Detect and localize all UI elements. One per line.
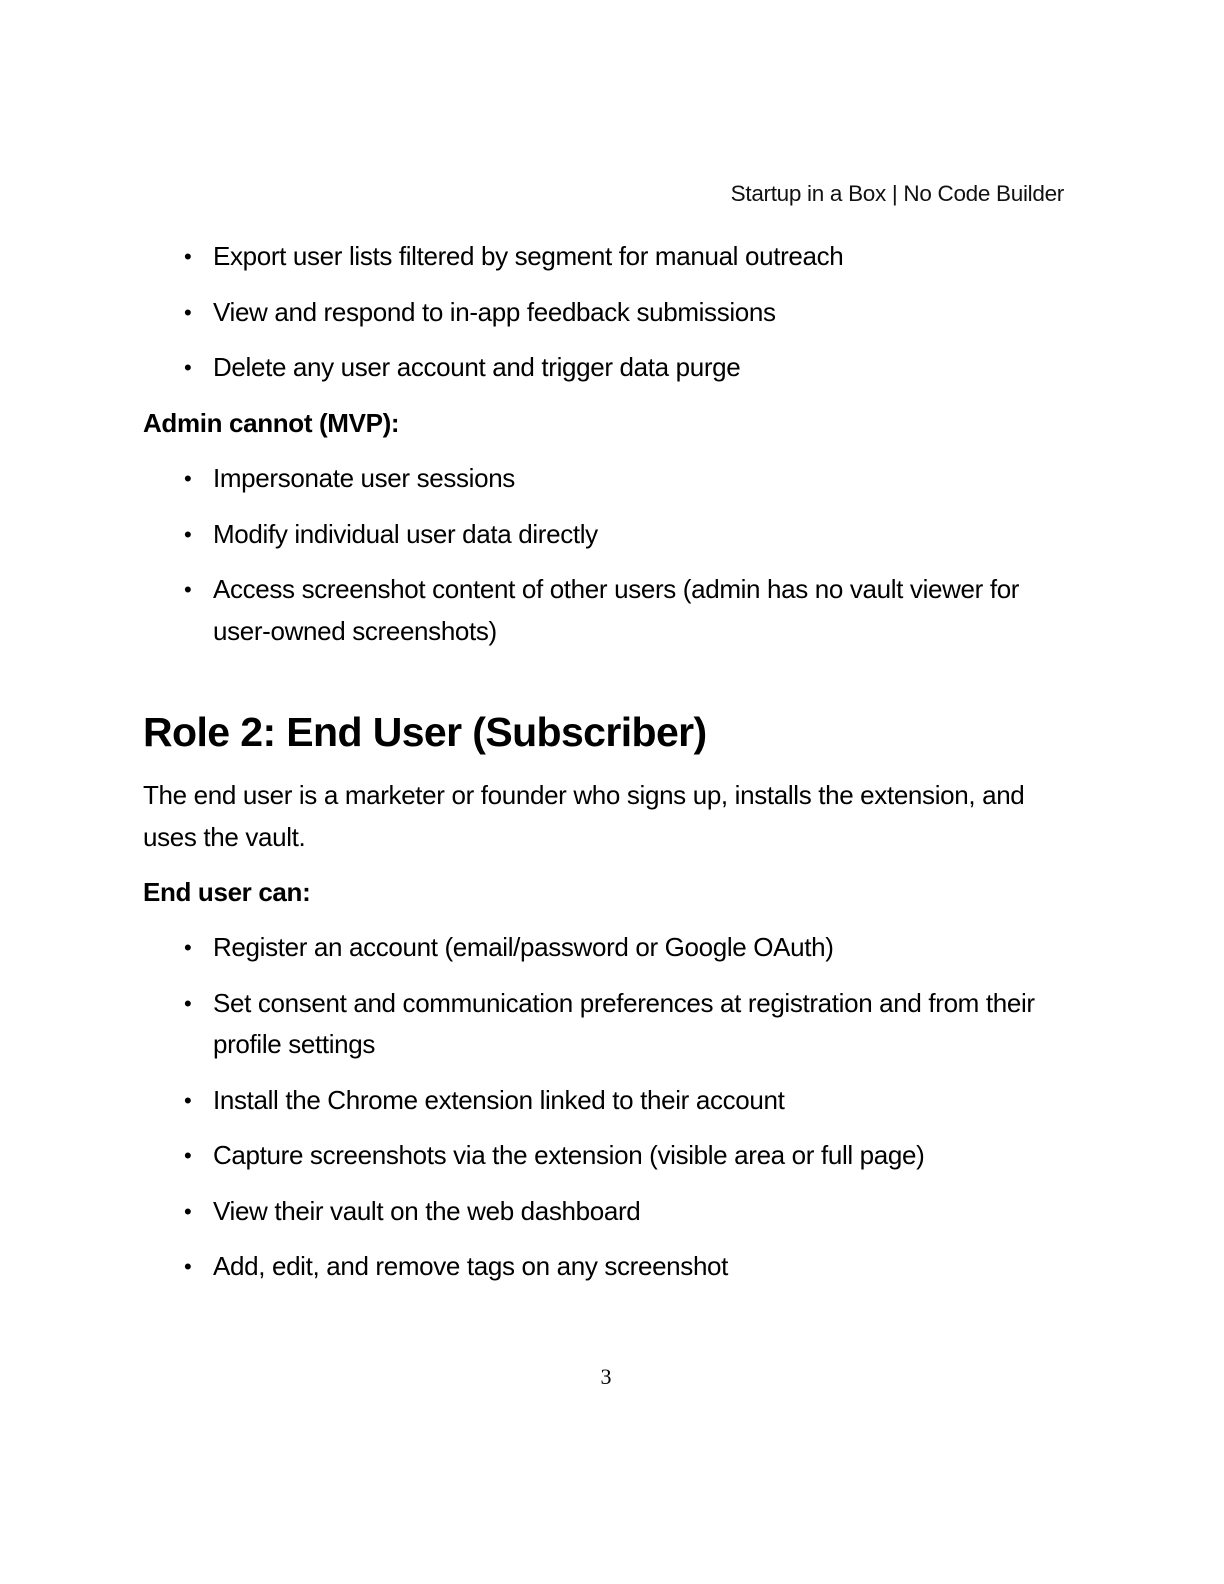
list-item-text: Install the Chrome extension linked to their account bbox=[213, 1084, 785, 1115]
list-item-text: Access screenshot content of other users (admin has no vault viewer for user-owned screenshots) bbox=[213, 574, 1020, 646]
list-item bbox=[143, 514, 1073, 556]
bullet-icon: • bbox=[184, 1198, 192, 1224]
list-item bbox=[143, 292, 1073, 334]
bullet-icon: • bbox=[184, 1254, 192, 1279]
list-item-text: Export user lists filtered by segment for manual outreach bbox=[213, 241, 844, 271]
section-heading: Role 2: End User (Subscriber) bbox=[143, 709, 707, 755]
bullet-icon: • bbox=[184, 244, 192, 269]
list-item bbox=[143, 983, 1073, 1066]
bullet-icon: • bbox=[184, 1143, 192, 1168]
list-item-text: Capture screenshots via the extension (visible area or full page) bbox=[213, 1140, 925, 1170]
bullet-icon: • bbox=[184, 466, 192, 491]
page-number: 3 bbox=[600, 1364, 612, 1389]
bullet-icon: • bbox=[184, 577, 192, 602]
list-item bbox=[143, 569, 1073, 652]
list-item-text: Register an account (email/password or Google OAuth) bbox=[213, 932, 834, 962]
list-item-text: Add, edit, and remove tags on any screenshot bbox=[213, 1251, 729, 1281]
list-item-text: View their vault on the web dashboard bbox=[213, 1195, 641, 1226]
list-item bbox=[143, 458, 1073, 500]
admin-can-list bbox=[143, 236, 1073, 389]
list-item-text: Modify individual user data directly bbox=[213, 518, 598, 549]
list-item bbox=[143, 1135, 1073, 1177]
list-item bbox=[143, 236, 1073, 278]
list-item bbox=[143, 1191, 1073, 1233]
bullet-icon: • bbox=[184, 521, 192, 547]
list-item-text: Impersonate user sessions bbox=[213, 463, 515, 493]
running-header: Startup in a Box | No Code Builder bbox=[730, 181, 1064, 206]
list-item bbox=[143, 347, 1073, 389]
end-user-can-label: End user can: bbox=[143, 877, 311, 907]
list-item bbox=[143, 927, 1073, 969]
end-user-can-list bbox=[143, 927, 1073, 1288]
admin-cannot-label: Admin cannot (MVP): bbox=[143, 408, 400, 438]
list-item bbox=[143, 1080, 1073, 1122]
role-description: The end user is a marketer or founder who signs up, installs the extension, and uses the vault. bbox=[143, 780, 1025, 852]
bullet-icon: • bbox=[184, 1087, 192, 1113]
list-item-text: Delete any user account and trigger data purge bbox=[213, 352, 741, 382]
bullet-icon: • bbox=[184, 935, 192, 960]
admin-cannot-list bbox=[143, 458, 1073, 652]
bullet-icon: • bbox=[184, 355, 192, 380]
list-item-text: View and respond to in-app feedback submissions bbox=[213, 296, 776, 327]
list-item bbox=[143, 1246, 1073, 1288]
bullet-icon: • bbox=[184, 299, 192, 325]
list-item-text: Set consent and communication preferences at registration and from their profile settings bbox=[213, 987, 1035, 1059]
bullet-icon: • bbox=[184, 990, 192, 1016]
